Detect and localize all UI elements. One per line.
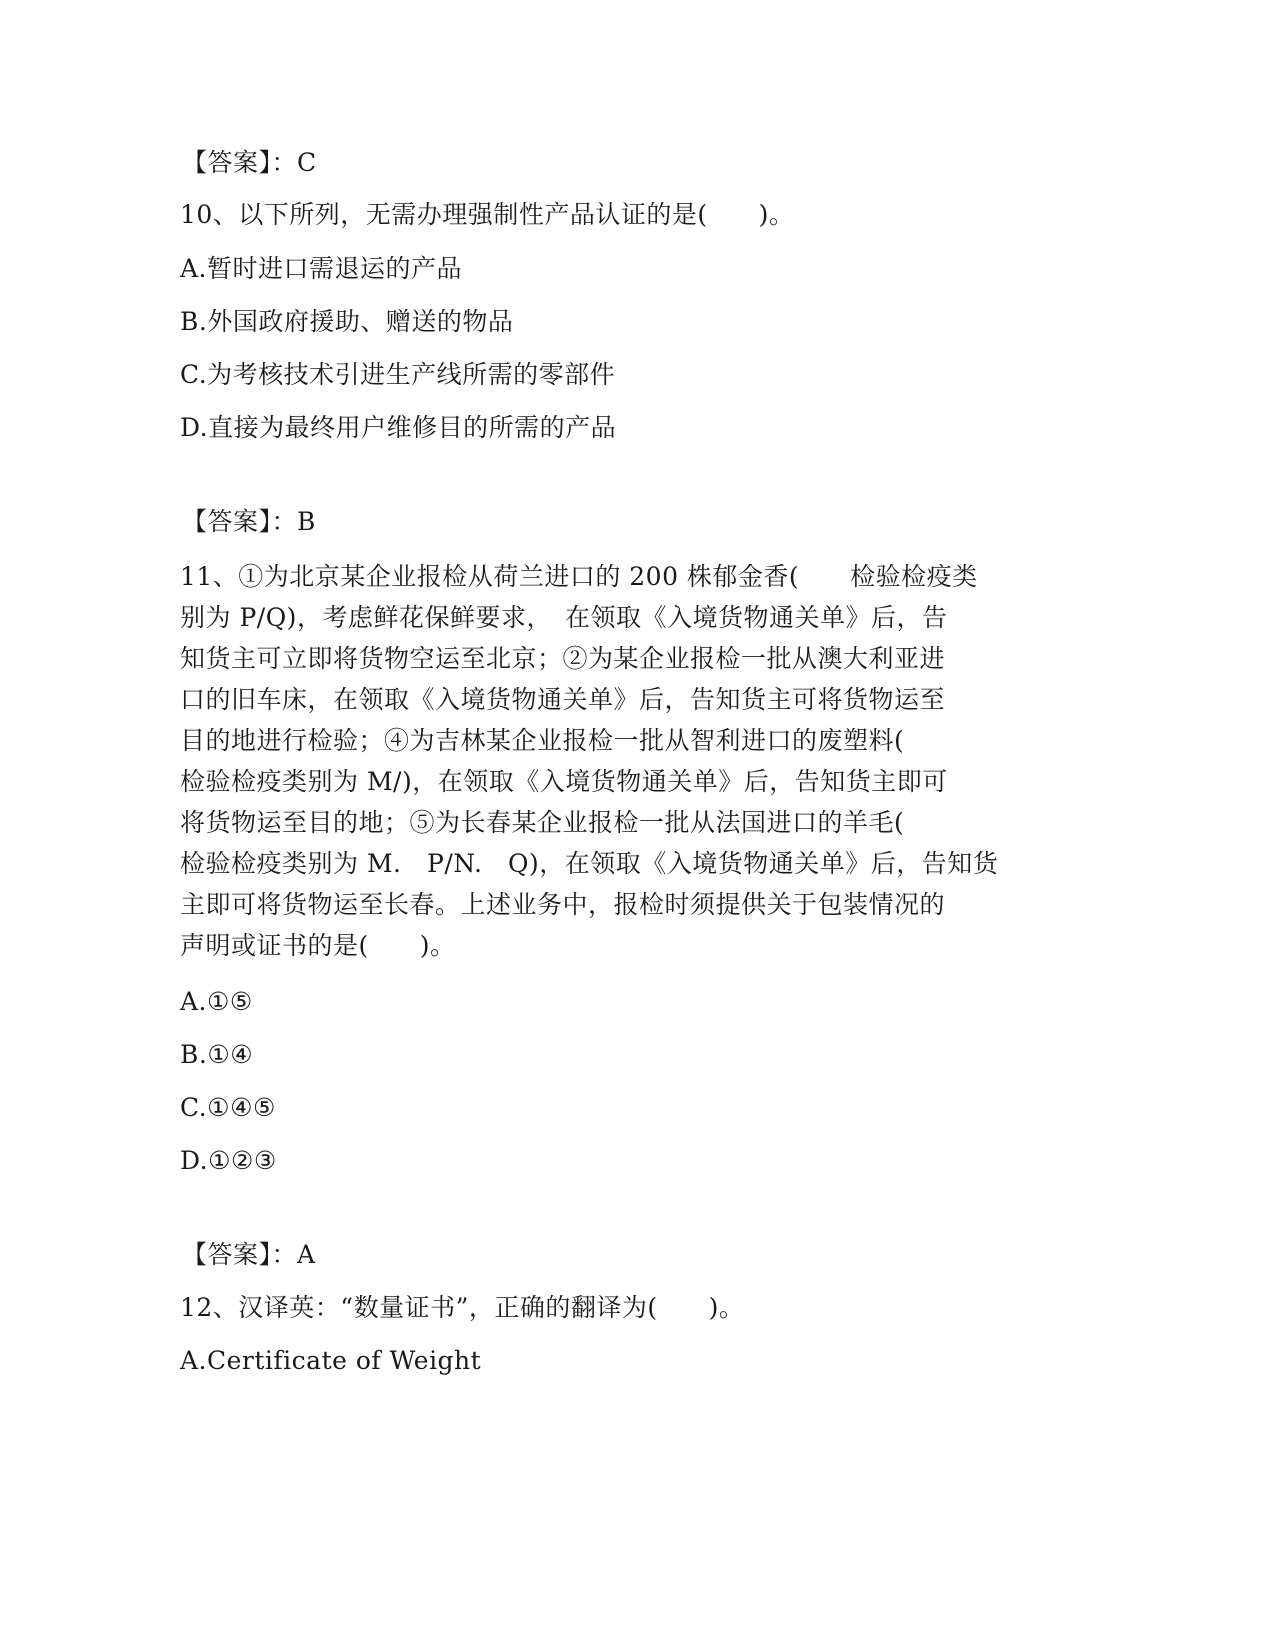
question-11-stem-line: 目的地进行检验；④为吉林某企业报检一批从智利进口的废塑料(	[180, 726, 905, 755]
question-11-stem-line: 别为 P/Q)，考虑鲜花保鲜要求， 在领取《入境货物通关单》后，告	[180, 603, 948, 632]
question-10-option-d: D.直接为最终用户维修目的所需的产品	[180, 413, 617, 442]
answer-q11: 【答案】：A	[182, 1240, 316, 1269]
question-11-option-a: A.①⑤	[180, 987, 253, 1016]
question-11-option-b: B.①④	[180, 1040, 254, 1069]
question-11-stem-line: 检验检疫类别为 M. P/N. Q)，在领取《入境货物通关单》后，告知货	[180, 849, 999, 878]
question-10-option-a: A.暂时进口需退运的产品	[180, 254, 463, 283]
question-11-stem-line: 将货物运至目的地；⑤为长春某企业报检一批从法国进口的羊毛(	[180, 808, 905, 837]
question-10-option-b: B.外国政府援助、赠送的物品	[180, 307, 514, 336]
question-11-option-c: C.①④⑤	[180, 1093, 276, 1122]
answer-q10: 【答案】：B	[182, 507, 316, 536]
question-11-stem-line: 主即可将货物运至长春。上述业务中，报检时须提供关于包装情况的	[180, 890, 946, 919]
question-11-stem-line: 知货主可立即将货物空运至北京；②为某企业报检一批从澳大利亚进	[180, 644, 946, 673]
question-11-stem	[180, 556, 1040, 966]
question-10-stem: 10、以下所列，无需办理强制性产品认证的是( )。	[180, 200, 795, 229]
question-12-option-a: A.Certificate of Weight	[180, 1346, 482, 1375]
question-11-stem-line: 检验检疫类别为 M/)，在领取《入境货物通关单》后，告知货主即可	[180, 767, 948, 796]
question-11-option-d: D.①②③	[180, 1146, 277, 1175]
question-11-stem-line: 声明或证书的是( )。	[180, 931, 456, 960]
question-11-stem-line: 11、①为北京某企业报检从荷兰进口的 200 株郁金香( 检验检疫类	[180, 562, 978, 591]
question-10-option-c: C.为考核技术引进生产线所需的零部件	[180, 360, 616, 389]
question-12-stem: 12、汉译英：“数量证书”，正确的翻译为( )。	[180, 1293, 745, 1322]
answer-q9: 【答案】：C	[182, 148, 317, 177]
question-11-stem-line: 口的旧车床，在领取《入境货物通关单》后，告知货主可将货物运至	[180, 685, 946, 714]
